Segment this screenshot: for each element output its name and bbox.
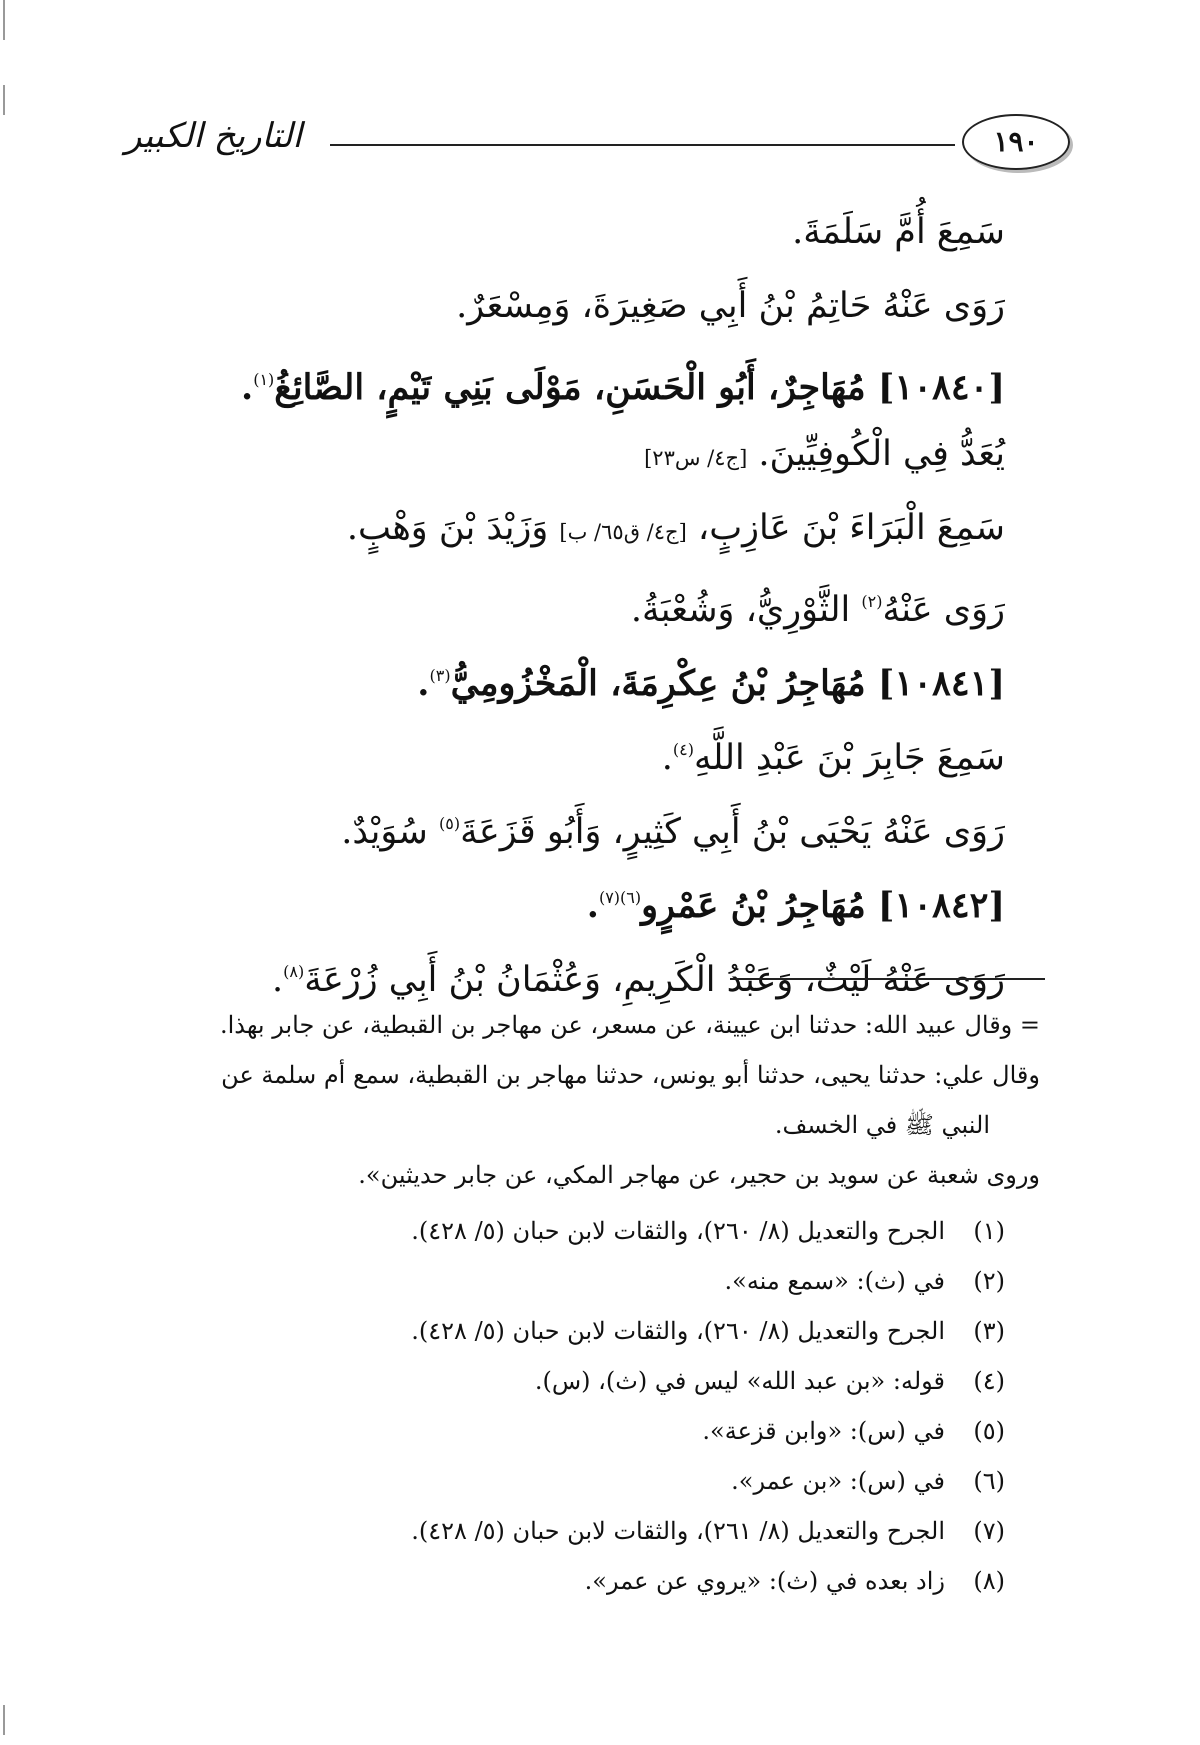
footnote-number: (٥) [973, 1417, 1005, 1445]
entry-heading: [١٠٨٤٢] مُهَاجِرُ بْنُ عَمْرٍو$^{(٦)(٧)}$. [586, 885, 1005, 926]
text-line: رَوَى عَنْهُ يَحْيَى بْنُ أَبِي كَثِيرٍ، وَأَبُو قَزَعَةَ$^{(٥)}$ سُوَيْدٌ. [341, 812, 1005, 852]
header-rule [330, 144, 955, 146]
footnote-item [140, 1356, 1040, 1406]
footnote-marker: (١) [253, 370, 275, 389]
footnote-item [140, 1256, 1040, 1306]
footnote-item [140, 1406, 1040, 1456]
footnote-marker: (٣) [429, 666, 451, 685]
footnote-number: (١) [973, 1217, 1005, 1245]
footnote-item [140, 1506, 1040, 1556]
entry-name: مُهَاجِرٌ، أَبُو الْحَسَنِ، مَوْلَى بَنِي تَيْمٍ، الصَّائِغُ [274, 367, 866, 408]
entry-number: [١٠٨٤١] [877, 663, 1005, 704]
footnote-text: في (س): «بن عمر». [731, 1467, 945, 1495]
footnote-number: (٣) [973, 1317, 1005, 1345]
text-line: رَوَى عَنْهُ$^{(٢)}$ الثَّوْرِيُّ، وَشُعْبَةُ. [630, 590, 1005, 630]
main-text [185, 195, 1005, 1009]
footnote-divider [730, 978, 1045, 980]
running-title: التاريخ الكبير [125, 116, 302, 156]
footnote-number: (٨) [973, 1567, 1005, 1595]
footnote-continuation: = وقال عبيد الله: حدثنا ابن عيينة، عن مسعر، عن مهاجر بن القبطية، عن جابر بهذا. وقال علي: حدثنا يحيى، حدثنا أبو يونس، حدثنا مهاجر بن القبطية، سمع أم سلمة عن النبي ﷺ في الخسف. وروى شعبة عن سويد بن حجير، عن مهاجر المكي، عن جابر حديثين». [219, 1011, 1040, 1189]
text-line: سَمِعَ أُمَّ سَلَمَةَ. [792, 212, 1005, 252]
footnote-marker: (٥) [438, 814, 461, 833]
entry-name: مُهَاجِرُ بْنُ عَمْرٍو [641, 885, 866, 926]
footnote-marker: (٤) [672, 740, 695, 759]
entry-heading: [١٠٨٤١] مُهَاجِرُ بْنُ عِكْرِمَةَ، الْمَخْزُومِيُّ$^{(٣)}$. [417, 663, 1005, 704]
footnote-number: (٦) [973, 1467, 1005, 1495]
text-line: رَوَى عَنْهُ لَيْثٌ، وَعَبْدُ الْكَرِيمِ، وَعُثْمَانُ بْنُ أَبِي زُرْعَةَ$^{(٨)}$. [271, 960, 1005, 1000]
text-line: رَوَى عَنْهُ حَاتِمُ بْنُ أَبِي صَغِيرَةَ، وَمِسْعَرٌ. [456, 286, 1005, 326]
manuscript-ref: [ج٤/ ق٦٥/ ب] [559, 520, 687, 544]
text-line: يُعَدُّ فِي الْكُوفِيِّينَ. [ج٤/ س٢٣] [644, 434, 1005, 474]
footnote-number: (٤) [973, 1367, 1005, 1395]
footnote-number: (٧) [973, 1517, 1005, 1545]
entry-number: [١٠٨٤٢] [877, 885, 1005, 926]
footnote-text: زاد بعده في (ث): «يروي عن عمر». [584, 1567, 945, 1595]
entry-number: [١٠٨٤٠] [877, 367, 1005, 408]
page-header [125, 110, 1070, 180]
footnote-item [140, 1206, 1040, 1256]
footnote-text: في (ث): «سمع منه». [724, 1267, 945, 1295]
scan-edge-mark [3, 0, 5, 40]
page-number: ١٩٠ [962, 114, 1070, 170]
footnote-text: الجرح والتعديل (٨/ ٢٦٠)، والثقات لابن حبان (٥/ ٤٢٨). [411, 1317, 945, 1345]
entry-heading: [١٠٨٤٠] مُهَاجِرٌ، أَبُو الْحَسَنِ، مَوْلَى بَنِي تَيْمٍ، الصَّائِغُ$^{(١)}$. [241, 367, 1005, 408]
text-line: سَمِعَ الْبَرَاءَ بْنَ عَازِبٍ، [ج٤/ ق٦٥/ ب] وَزَيْدَ بْنَ وَهْبٍ. [346, 508, 1005, 548]
footnotes [140, 1000, 1040, 1606]
text-line: سَمِعَ جَابِرَ بْنَ عَبْدِ اللَّهِ$^{(٤)}$. [661, 738, 1005, 778]
footnote-text: في (س): «وابن قزعة». [702, 1417, 945, 1445]
footnote-item [140, 1556, 1040, 1606]
footnote-marker: (٨) [283, 962, 305, 981]
footnote-text: الجرح والتعديل (٨/ ٢٦١)، والثقات لابن حبان (٥/ ٤٢٨). [411, 1517, 945, 1545]
footnote-item [140, 1456, 1040, 1506]
scan-edge-mark [3, 85, 5, 115]
manuscript-ref: [ج٤/ س٢٣] [644, 446, 748, 470]
footnote-marker: (٢) [861, 592, 883, 611]
footnote-text: قوله: «بن عبد الله» ليس في (ث)، (س). [534, 1367, 945, 1395]
footnote-marker: (٦)(٧) [598, 888, 642, 907]
scan-edge-mark [3, 1705, 5, 1735]
footnote-number: (٢) [973, 1267, 1005, 1295]
footnote-item [140, 1306, 1040, 1356]
footnote-text: الجرح والتعديل (٨/ ٢٦٠)، والثقات لابن حبان (٥/ ٤٢٨). [411, 1217, 945, 1245]
entry-name: مُهَاجِرُ بْنُ عِكْرِمَةَ، الْمَخْزُومِيُّ [450, 663, 866, 704]
